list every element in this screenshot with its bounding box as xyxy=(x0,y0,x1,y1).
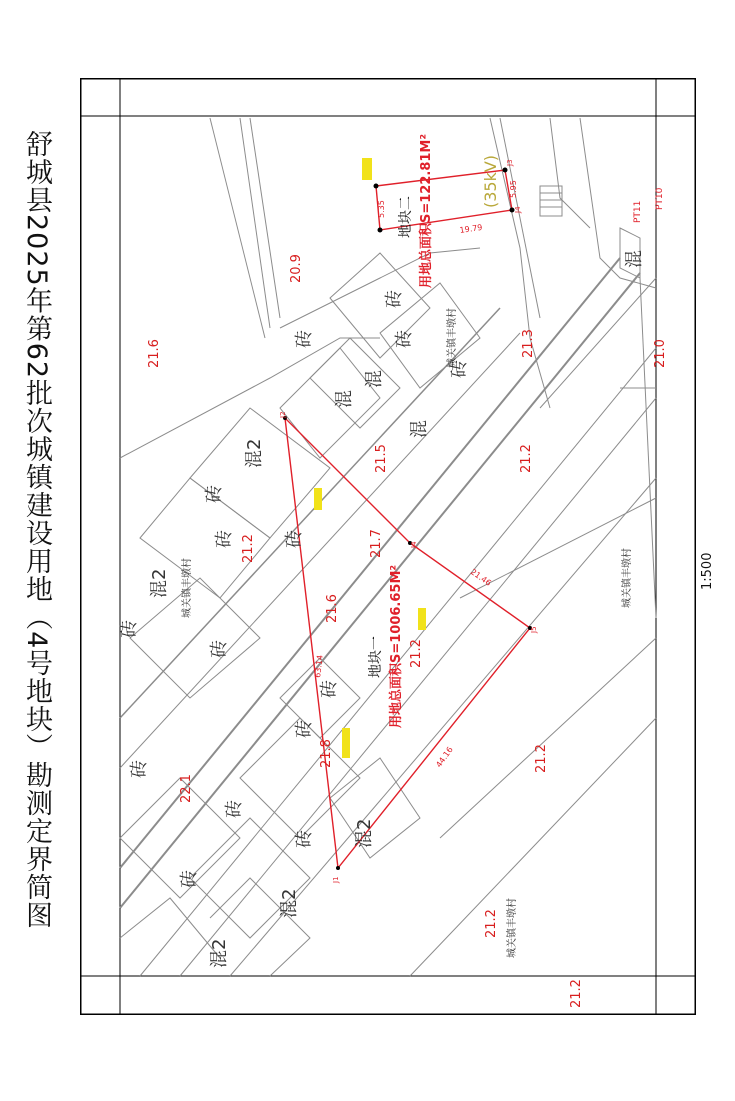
label-hun: 混 xyxy=(624,250,645,268)
label-zhuan: 砖 xyxy=(394,330,415,348)
label-zhuan: 砖 xyxy=(224,800,245,818)
vertex-j2: J2 xyxy=(279,411,287,418)
label-zhuan: 砖 xyxy=(384,290,405,308)
label-zhuan: 砖 xyxy=(204,485,225,503)
label-zhuan: 砖 xyxy=(294,720,315,738)
elevation: 21.7 xyxy=(369,529,384,558)
parcel-1-area: 用地总面积S=1006.65M² xyxy=(389,564,404,728)
label-zhuan: 砖 xyxy=(129,760,150,778)
village-label: 城关镇丰墩村 xyxy=(182,558,193,618)
elevation: 21.2 xyxy=(569,979,584,1008)
parcel-1-name: 地块一 xyxy=(368,636,384,678)
scale-label: 1:500 xyxy=(700,552,715,590)
label-zhuan: 砖 xyxy=(294,830,315,848)
label-hun: 混 xyxy=(364,370,385,388)
vertex-j1: J1 xyxy=(332,876,340,883)
edge-length: 21.46 xyxy=(468,567,493,588)
label-hun: 混 xyxy=(409,420,430,438)
village-label: 城关镇丰墩村 xyxy=(622,548,633,608)
edge-length: 19.79 xyxy=(459,222,483,235)
elevation: 21.2 xyxy=(534,744,549,773)
elevation: 21.6 xyxy=(147,339,162,368)
control-point: PT11 xyxy=(633,200,643,223)
edge-length: 63.14 xyxy=(313,654,325,679)
voltage-label: (35kV) xyxy=(481,154,500,208)
label-zhuan: 砖 xyxy=(214,530,235,548)
label-zhuan: 砖 xyxy=(119,620,140,638)
edge-length: 5.35 xyxy=(377,200,386,218)
elevation: 21.5 xyxy=(374,444,389,473)
label-zhuan: 砖 xyxy=(294,330,315,348)
label-hun2: 混2 xyxy=(279,888,300,918)
edge-length: 44.16 xyxy=(434,745,455,770)
label-hun2: 混2 xyxy=(354,818,375,848)
page-title: 舒城县2025年第62批次城镇建设用地（4号地块）勘测定界简图 xyxy=(21,130,52,930)
elevation: 22.1 xyxy=(179,774,194,803)
elevation: 21.8 xyxy=(319,739,334,768)
parcel-2-name: 地块二 xyxy=(398,196,414,238)
edge-length: 5.95 xyxy=(509,180,518,198)
survey-map xyxy=(80,78,696,1015)
label-hun2: 混2 xyxy=(244,438,265,468)
elevation: 21.2 xyxy=(409,639,424,668)
elevation: 20.9 xyxy=(289,254,304,283)
vertex-j3: J3 xyxy=(506,159,514,166)
vertex-j4b: J4 xyxy=(514,206,522,213)
village-label: 城关镇丰墩村 xyxy=(507,898,518,958)
vertex-j5: J5 xyxy=(530,626,538,633)
label-hun2: 混2 xyxy=(209,938,230,968)
elevation: 21.2 xyxy=(241,534,256,563)
elevation: 21.2 xyxy=(519,444,534,473)
label-hun: 混 xyxy=(334,390,355,408)
vertex-j4: J4 xyxy=(410,541,418,548)
elevation: 21.2 xyxy=(484,909,499,938)
elevation: 21.6 xyxy=(325,594,340,623)
elevation: 21.3 xyxy=(521,329,536,358)
parcel-2-area: 用地总面积S=122.81M² xyxy=(419,133,434,288)
control-point: PT10 xyxy=(655,187,665,210)
label-zhuan: 砖 xyxy=(179,870,200,888)
map-frame xyxy=(80,78,696,1015)
village-label: 城关镇丰墩村 xyxy=(447,308,458,368)
label-zhuan: 砖 xyxy=(284,530,305,548)
label-zhuan: 砖 xyxy=(209,640,230,658)
label-zhuan: 砖 xyxy=(319,680,340,698)
label-zhuan: 砖 xyxy=(449,360,470,378)
label-hun2: 混2 xyxy=(149,568,170,598)
elevation: 21.0 xyxy=(653,339,668,368)
